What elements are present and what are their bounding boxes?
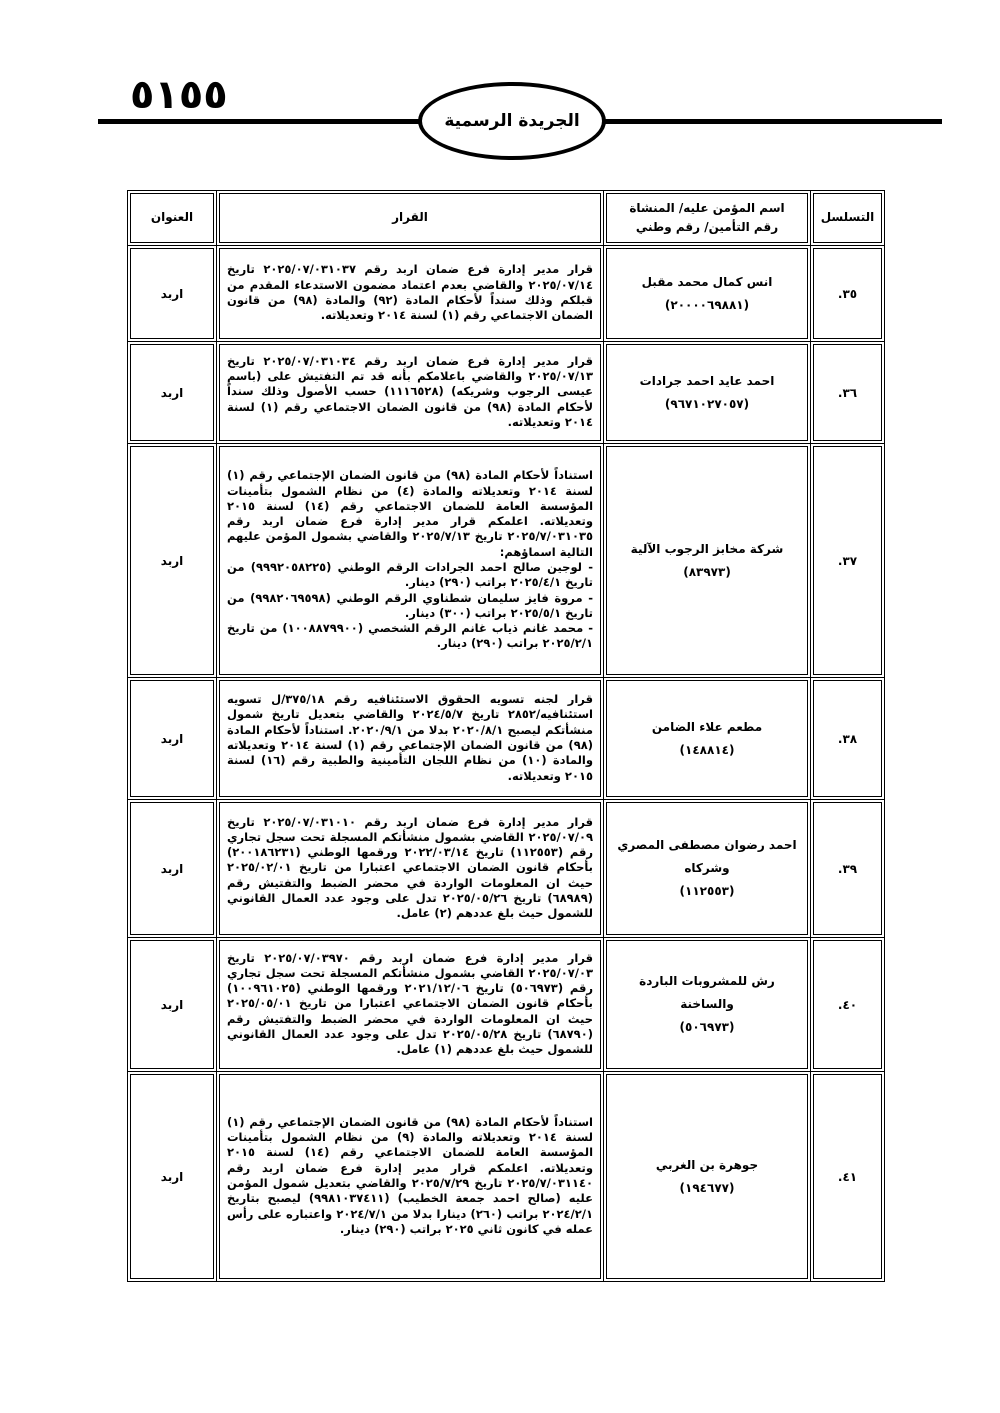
row-insurance-number: (٢٠٠٠٠٦٩٨٨١): [664, 297, 750, 312]
gazette-title-oval: [418, 82, 606, 160]
row-insurance-number: (٥٠٦٩٧٣): [679, 1019, 735, 1034]
row-insurance-number: (١٤٨٨١٤): [679, 742, 735, 757]
row-serial: ٣٦.: [811, 342, 885, 444]
row-serial: ٣٧.: [811, 444, 885, 678]
header-name-line2: رقم التأمين/ رقم وطني: [635, 220, 779, 234]
decisions-table: [127, 190, 885, 1282]
row-insurance-number: (١١٢٥٥٣): [679, 883, 735, 898]
table-header-row: [128, 191, 885, 246]
row-serial: ٣٥.: [811, 246, 885, 342]
row-serial: ٤٠.: [811, 938, 885, 1072]
row-address: اربد: [128, 342, 217, 444]
row-address: اربد: [128, 938, 217, 1072]
row-decision-cell: [217, 246, 604, 342]
row-name-cell: [604, 444, 811, 678]
row-decision-cell: [217, 938, 604, 1072]
row-name: شركة مخابز الرجوب الآلية: [630, 541, 784, 556]
row-decision-item: - محمد غانم ذياب غانم الرقم الشخصي (١٠٠٨٨٧٩٩٠٠) من تاريخ ٢٠٢٥/٢/١ براتب (٢٩٠) دينار.: [227, 621, 593, 651]
row-decision: قرار مدير إدارة فرع ضمان اربد رقم ٢٠٢٥/٠٧/٠٣٩٧٠ تاريخ ٢٠٢٥/٠٧/٠٣ القاضي بشمول منشأتكم المسجلة تحت سجل تجاري رقم (٥٠٦٩٧٣) تاريخ ٢٠٢١/١٢/٠٦ ورقمها الوطني (١٠٠٩٦١٠٢٥) بأحكام قانون الضمان الاجتماعي اعتبارا من تاريخ ٢٠٢٥/٠٥/٠١ حيث ان المعلومات الواردة في محضر الضبط والتفتيش رقم (٦٨٧٩٠) تاريخ ٢٠٢٥/٠٥/٢٨ تدل على وجود عدد العمال القانوني للشمول حيث بلغ عددهم (١) عامل.: [227, 950, 593, 1057]
row-decision: قرار مدير إدارة فرع ضمان اربد رقم ٢٠٢٥/٠٧/٠٣١٠٣٤ تاريخ ٢٠٢٥/٠٧/١٣ والقاضي باعلامكم بأنه قد تم التفتيش على (باسم عيسى الرجوب وشريكه) (١١١٦٥٢٨) حسب الأصول وذلك سنداً لأحكام المادة (٩٨) من قانون الضمان الاجتماعي رقم (١) لسنة ٢٠١٤ وتعديلاته.: [227, 353, 594, 429]
row-name: مطعم علاء الضامن: [651, 719, 763, 734]
row-decision-cell: [217, 342, 604, 444]
table-row: [128, 800, 885, 938]
row-insurance-number: (٨٣٩٧٣): [683, 564, 731, 579]
header-decision: القرار: [217, 191, 604, 246]
row-name-cell: [604, 678, 811, 800]
row-name: رش للمشروبات الباردة والساخنة: [639, 974, 775, 1012]
row-name-cell: [604, 938, 811, 1072]
page-number: ٥١٥٥: [130, 72, 228, 118]
table-body: [128, 246, 885, 1282]
header-name: [604, 191, 811, 246]
row-name: انس كمال محمد مقبل: [641, 274, 773, 289]
table-row: [128, 1072, 885, 1282]
row-address: اربد: [128, 246, 217, 342]
row-name-cell: [604, 1072, 811, 1282]
row-insurance-number: (٩٦٧١٠٢٧٠٥٧): [664, 396, 750, 411]
row-name-cell: [604, 800, 811, 938]
table-row: [128, 444, 885, 678]
row-address: اربد: [128, 444, 217, 678]
table-row: [128, 678, 885, 800]
table-row: [128, 938, 885, 1072]
row-decision: قرار مدير إدارة فرع ضمان اربد رقم ٢٠٢٥/٠٧/٠٣١٠٣٧ تاريخ ٢٠٢٥/٠٧/١٤ والقاضي بعدم اعتماد مضمون الاستدعاء المقدم من قبلكم وذلك سنداً لأحكام المادة (٩٢) والمادة (٩٨) من قانون الضمان الاجتماعي رقم (١) لسنة ٢٠١٤ وتعديلاته.: [227, 262, 594, 323]
row-decision-item: - لوجين صالح احمد الجرادات الرقم الوطني (٩٩٩٢٠٥٨٢٢٥) من تاريخ ٢٠٢٥/٤/١ براتب (٢٩٠) دينار.: [227, 560, 593, 590]
row-address: اربد: [128, 1072, 217, 1282]
row-decision-cell: [217, 444, 604, 678]
header-address: العنوان: [128, 191, 217, 246]
row-address: اربد: [128, 800, 217, 938]
row-serial: ٣٩.: [811, 800, 885, 938]
row-decision-cell: [217, 800, 604, 938]
row-name-cell: [604, 246, 811, 342]
row-decision-cell: [217, 1072, 604, 1282]
row-decision: استناداً لأحكام المادة (٩٨) من قانون الضمان الإجتماعي رقم (١) لسنة ٢٠١٤ وتعديلاته والمادة (٩) من نظام الشمول بتأمينات المؤسسة العامة للضمان الاجتماعي رقم (١٤) لسنة ٢٠١٥ وتعديلاته. اعلمكم قرار مدير إدارة فرع ضمان اربد رقم ٢٠٢٥/٧/٠٣١١٤٠ تاريخ ٢٠٢٥/٧/٢٩ والقاضي بتعديل شمول المؤمن عليه (صالح احمد جمعة الخطيب) (٩٩٨١٠٣٧٤١١) ليصبح بتاريخ ٢٠٢٤/٢/١ براتب (٢٦٠) دينارا بدلا من ٢٠٢٤/٧/١ واعتباره على رأس عمله في كانون ثاني ٢٠٢٥ براتب (٢٩٠) دينار.: [227, 1114, 594, 1236]
table-row: [128, 342, 885, 444]
row-insurance-number: (١٩٤٦٧٧): [679, 1180, 735, 1195]
row-address: اربد: [128, 678, 217, 800]
row-decision: قرار لجنه تسويه الحقوق الاستئنافيه رقم ٣٧٥/١٨/ل تسويه استئنافيه/٢٨٥٢ تاريخ ٢٠٢٤/٥/٧ والقاضي بتعديل تاريخ شمول منشأتكم ليصبح ٢٠٢٠/٨/١ بدلا من ٢٠٢٠/٩/١. استناداً لأحكام المادة (٩٨) من قانون الضمان الإجتماعي رقم (١) لسنة ٢٠١٤ وتعديلاته والمادة (١٠) من نظام اللجان التأمينية والطبية رقم (١٦) لسنة ٢٠١٥ وتعديلاته.: [227, 692, 594, 783]
row-name: احمد رضوان مصطفى المصري وشركاه: [617, 838, 797, 876]
row-decision: قرار مدير إدارة فرع ضمان اربد رقم ٢٠٢٥/٠٧/٠٣١٠١٠ تاريخ ٢٠٢٥/٠٧/٠٩ القاضي بشمول منشأتكم المسجلة تحت سجل تجاري رقم (١١٢٥٥٣) تاريخ ٢٠٢٢/٠٣/١٤ ورقمها الوطني (٢٠٠١٨٦٢٣١) بأحكام قانون الضمان الاجتماعي اعتبارا من تاريخ ٢٠٢٥/٠٢/٠١ حيث ان المعلومات الواردة في محضر الضبط والتفتيش رقم (٦٨٩٨٩) تاريخ ٢٠٢٥/٠٥/٢٦ تدل على وجود عدد العمال القانوني للشمول حيث بلغ عددهم (٢) عامل.: [227, 814, 594, 921]
row-decision: استناداً لأحكام المادة (٩٨) من قانون الضمان الإجتماعي رقم (١) لسنة ٢٠١٤ وتعديلاته والمادة (٤) من نظام الشمول بتأمينات المؤسسة العامة للضمان الاجتماعي رقم (١٤) لسنة ٢٠١٥ وتعديلاته. اعلمكم قرار مدير إدارة فرع ضمان اربد رقم ٢٠٢٥/٧/٠٣١٠٣٥ تاريخ ٢٠٢٥/٧/١٣ والقاضي بشمول المؤمن عليهم التالية اسماؤهم:: [227, 468, 594, 559]
header-serial: التسلسل: [811, 191, 885, 246]
row-serial: ٣٨.: [811, 678, 885, 800]
row-decision-cell: [217, 678, 604, 800]
row-name: احمد عايد احمد جرادات: [639, 373, 775, 388]
row-name-cell: [604, 342, 811, 444]
row-decision-item: - مروة فايز سليمان شطناوي الرقم الوطني (٩٩٨٢٠٦٩٥٩٨) من تاريخ ٢٠٢٥/٥/١ براتب (٣٠٠) دينار.: [227, 590, 593, 620]
header-name-line1: اسم المؤمن عليه/ المنشاة: [629, 200, 785, 215]
table-row: [128, 246, 885, 342]
gazette-title: الجريدة الرسمية: [444, 111, 580, 131]
row-name: جوهرة بن الغربي: [655, 1157, 759, 1172]
row-serial: ٤١.: [811, 1072, 885, 1282]
